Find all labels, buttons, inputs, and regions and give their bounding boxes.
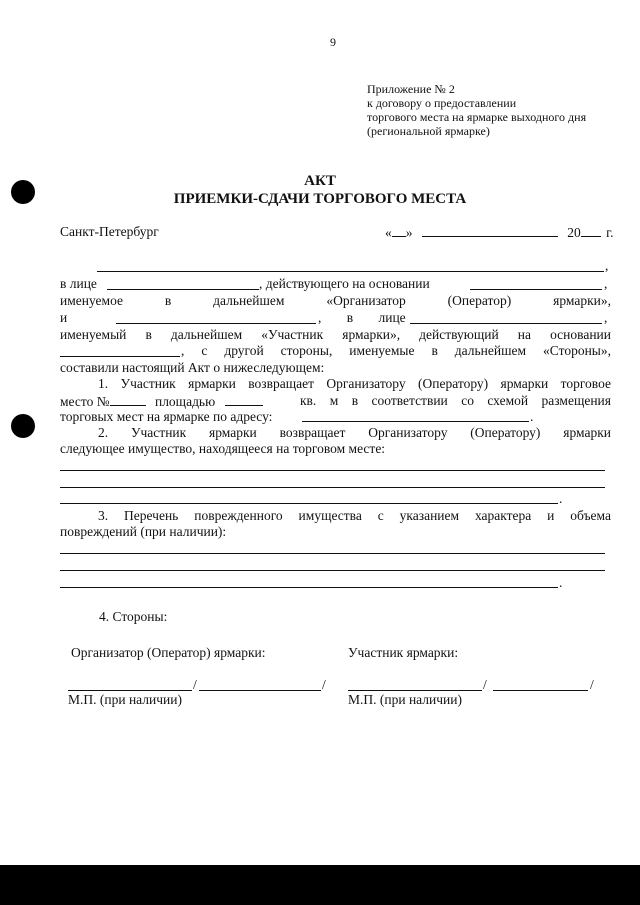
annex-line: торгового места на ярмарке выходного дня xyxy=(367,110,587,124)
seal-note-left: М.П. (при наличии) xyxy=(68,692,182,707)
p1-mesto-label: место № xyxy=(60,394,110,409)
p4-heading: 4. Стороны: xyxy=(99,609,168,624)
other-side-line: , с другой стороны, именуемые в дальнейшем «Стороны», xyxy=(181,343,611,358)
period: . xyxy=(559,575,563,590)
damage-blank-2[interactable] xyxy=(60,570,605,571)
month-blank[interactable] xyxy=(422,224,558,237)
annex-block xyxy=(367,82,586,138)
city: Санкт-Петербург xyxy=(60,224,159,239)
participant-basis-blank[interactable] xyxy=(60,356,180,357)
participant-name-blank[interactable] xyxy=(116,323,316,324)
comma: , xyxy=(605,258,609,273)
participant-named-line: именуемый в дальнейшем «Участник ярмарки», действующий на основании xyxy=(60,327,611,342)
v-litse-label: в лице xyxy=(60,276,97,291)
participant-signature-label: Участник ярмарки: xyxy=(348,645,459,660)
and-label: и xyxy=(60,310,68,325)
representative-blank[interactable] xyxy=(107,289,259,290)
doc-title: АКТ xyxy=(304,173,336,189)
v-litse-label-2: , в лице xyxy=(318,310,406,325)
property-blank-2[interactable] xyxy=(60,487,605,488)
seal-note-right: М.П. (при наличии) xyxy=(348,692,462,707)
comma: , xyxy=(604,310,608,325)
slash: / xyxy=(193,677,197,692)
date-field xyxy=(385,224,614,241)
year-prefix: 20 xyxy=(567,225,581,240)
organizer-signature-blank[interactable] xyxy=(68,690,192,691)
place-number-blank[interactable] xyxy=(110,393,146,406)
period: . xyxy=(559,491,563,506)
p3-line1: 3. Перечень поврежденного имущества с указанием характера и объема xyxy=(98,508,611,523)
property-blank-1[interactable] xyxy=(60,470,605,471)
quote-open: « xyxy=(385,225,392,240)
p2-line1: 2. Участник ярмарки возвращает Организатору (Оператору) ярмарки xyxy=(98,425,611,440)
participant-signature-blank[interactable] xyxy=(348,690,482,691)
damage-blank-3[interactable] xyxy=(60,587,558,588)
scan-edge-bar xyxy=(0,865,640,905)
punch-hole-bottom xyxy=(11,414,35,438)
slash: / xyxy=(590,677,594,692)
area-blank[interactable] xyxy=(225,393,263,406)
year-suffix: г. xyxy=(606,225,614,240)
year-blank[interactable] xyxy=(581,224,601,237)
page-number: 9 xyxy=(330,35,336,49)
p2-line2: следующее имущество, находящееся на торговом месте: xyxy=(60,441,386,456)
annex-line: (региональной ярмарке) xyxy=(367,124,490,138)
quote-close: » xyxy=(405,225,413,240)
basis-blank[interactable] xyxy=(470,289,602,290)
p3-line2: повреждений (при наличии): xyxy=(60,524,227,539)
slash: / xyxy=(483,677,487,692)
damage-blank-1[interactable] xyxy=(60,553,605,554)
address-blank[interactable] xyxy=(302,421,529,422)
slash: / xyxy=(322,677,326,692)
acting-basis-label: , действующего на основании xyxy=(259,276,430,291)
p1-rest: кв. м в соответствии со схемой размещения xyxy=(300,393,611,408)
annex-line: к договору о предоставлении xyxy=(367,96,517,110)
property-blank-3[interactable] xyxy=(60,503,558,504)
organizer-name-signature-blank[interactable] xyxy=(199,690,321,691)
p1-line3: торговых мест на ярмарке по адресу: xyxy=(60,409,273,424)
organizer-named-line: именуемое в дальнейшем «Организатор (Оператор) ярмарки», xyxy=(60,293,611,308)
participant-rep-blank[interactable] xyxy=(410,323,602,324)
annex-line: Приложение № 2 xyxy=(367,82,455,96)
day-blank[interactable] xyxy=(392,224,406,237)
doc-subtitle: ПРИЕМКИ-СДАЧИ ТОРГОВОГО МЕСТА xyxy=(173,191,467,207)
period: . xyxy=(530,409,534,424)
comma: , xyxy=(604,276,608,291)
organizer-signature-label: Организатор (Оператор) ярмарки: xyxy=(71,645,266,660)
participant-name-signature-blank[interactable] xyxy=(493,690,588,691)
p1-area-label: площадью xyxy=(154,394,216,409)
compiled-line: составили настоящий Акт о нижеследующем: xyxy=(60,360,325,375)
organizer-name-blank[interactable] xyxy=(97,271,604,272)
p1-line1: 1. Участник ярмарки возвращает Организатору (Оператору) ярмарки торговое xyxy=(98,376,611,391)
